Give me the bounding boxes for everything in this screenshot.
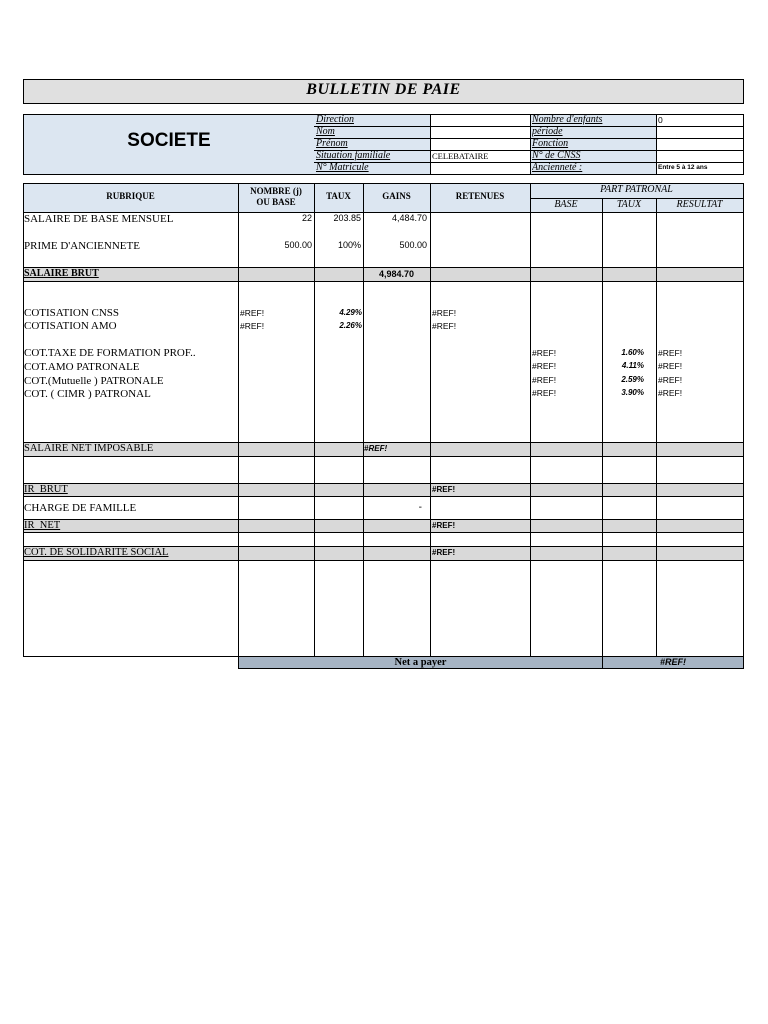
row-amo-pat-label: COT.AMO PATRONALE: [24, 361, 140, 373]
info-value-anciennete[interactable]: Entre 5 à 12 ans: [658, 164, 708, 171]
row-mutuelle-taux: 2.59%: [621, 375, 644, 384]
row-salaire-brut-label: SALAIRE BRUT: [24, 268, 99, 279]
info-value-nom[interactable]: [432, 126, 528, 138]
row-ir-brut-retenues: #REF!: [432, 485, 456, 494]
row-amo-nombre: #REF!: [240, 321, 265, 331]
row-cnss-taux: 4.29%: [339, 308, 362, 317]
net-a-payer-value: #REF!: [659, 657, 686, 667]
row-net-imposable-label: SALAIRE NET IMPOSABLE: [24, 443, 154, 454]
row-cimr-base: #REF!: [532, 388, 557, 398]
row-cnss-label: COTISATION CNSS: [24, 307, 120, 319]
header-base: BASE: [554, 199, 578, 210]
row-cimr-resultat: #REF!: [658, 388, 683, 398]
row-ir-net-label: IR NET: [24, 520, 61, 531]
row-salaire-base-nombre: 22: [301, 213, 312, 223]
row-ir-net-retenues: #REF!: [432, 521, 456, 530]
info-label-fonction: Fonction: [532, 138, 569, 149]
row-formation-taux: 1.60%: [621, 348, 644, 357]
row-formation-label: COT.TAXE DE FORMATION PROF..: [24, 347, 196, 359]
row-cimr-label: COT. ( CIMR ) PATRONAL: [24, 388, 151, 400]
info-label-cnss: N° de CNSS: [532, 150, 581, 161]
row-formation-base: #REF!: [532, 348, 557, 358]
row-amo-pat-base: #REF!: [532, 361, 557, 371]
info-label-situation: Situation familiale: [316, 150, 391, 161]
row-net-imposable-value: #REF!: [364, 444, 388, 453]
info-value-direction[interactable]: [432, 114, 528, 126]
header-rubrique: RUBRIQUE: [106, 191, 155, 201]
info-value-prenom[interactable]: [432, 138, 528, 150]
company-name: SOCIETE: [127, 130, 211, 151]
row-prime-gains: 500.00: [399, 240, 427, 250]
info-label-prenom: Prénom: [316, 138, 348, 149]
row-solidarite-retenues: #REF!: [432, 548, 456, 557]
header-part-patronal: PART PATRONAL: [600, 184, 673, 195]
header-taux: TAUX: [326, 191, 351, 201]
row-prime-taux: 100%: [337, 240, 361, 250]
info-label-anciennete: Ancienneté :: [532, 162, 583, 173]
header-resultat: RESULTAT: [676, 199, 723, 210]
row-mutuelle-label: [24, 375, 236, 388]
row-cnss-retenues: #REF!: [432, 308, 457, 318]
header-gains: GAINS: [382, 191, 411, 201]
info-label-enfants: Nombre d'enfants: [532, 114, 603, 125]
row-prime-nombre: 500.00: [284, 240, 312, 250]
info-value-matricule[interactable]: [432, 162, 528, 174]
row-salaire-brut-gains: 4,984.70: [378, 269, 415, 279]
net-a-payer-label: Net a payer: [394, 657, 447, 668]
row-cnss-nombre: #REF!: [240, 308, 265, 318]
info-label-direction: Direction: [316, 114, 354, 125]
row-salaire-base-taux: 203.85: [333, 213, 361, 223]
row-amo-taux: 2.26%: [339, 321, 362, 330]
info-value-enfants[interactable]: 0: [658, 115, 663, 125]
row-formation-resultat: #REF!: [658, 348, 683, 358]
info-label-matricule: N° Matricule: [316, 162, 369, 173]
row-mutuelle-base: #REF!: [532, 375, 557, 385]
row-amo-label: COTISATION AMO: [24, 320, 117, 332]
row-charge-famille-gains: -: [418, 502, 422, 513]
row-ir-brut-label: IR BRUT: [24, 484, 68, 495]
row-salaire-base-gains: 4,484.70: [391, 213, 427, 223]
row-solidarite-label: COT. DE SOLIDARITE SOCIAL: [24, 547, 169, 558]
row-amo-retenues: #REF!: [432, 321, 457, 331]
info-value-fonction[interactable]: [658, 138, 742, 150]
info-value-periode[interactable]: [658, 126, 742, 138]
row-salaire-base-label: SALAIRE DE BASE MENSUEL: [24, 213, 174, 225]
header-nombre-line1: NOMBRE (j): [250, 186, 302, 196]
info-value-situation[interactable]: CELEBATAIRE: [432, 151, 489, 161]
info-label-periode: période: [532, 126, 563, 137]
header-retenues: RETENUES: [455, 191, 505, 201]
info-label-nom: Nom: [316, 126, 335, 137]
page-title: BULLETIN DE PAIE: [306, 81, 461, 98]
row-amo-pat-resultat: #REF!: [658, 361, 683, 371]
header-nombre-line2: OU BASE: [256, 197, 296, 207]
row-mutuelle-resultat: #REF!: [658, 375, 683, 385]
header-taux-patronal: TAUX: [616, 199, 642, 210]
row-prime-label: PRIME D'ANCIENNETE: [24, 240, 140, 252]
row-charge-famille-label: CHARGE DE FAMILLE: [24, 502, 137, 514]
row-mutuelle-label-text: COT.(Mutuelle ) PATRONALE: [24, 375, 164, 387]
info-value-cnss[interactable]: [658, 150, 742, 162]
row-amo-pat-taux: 4.11%: [621, 361, 644, 370]
row-cimr-taux: 3.90%: [621, 388, 644, 397]
